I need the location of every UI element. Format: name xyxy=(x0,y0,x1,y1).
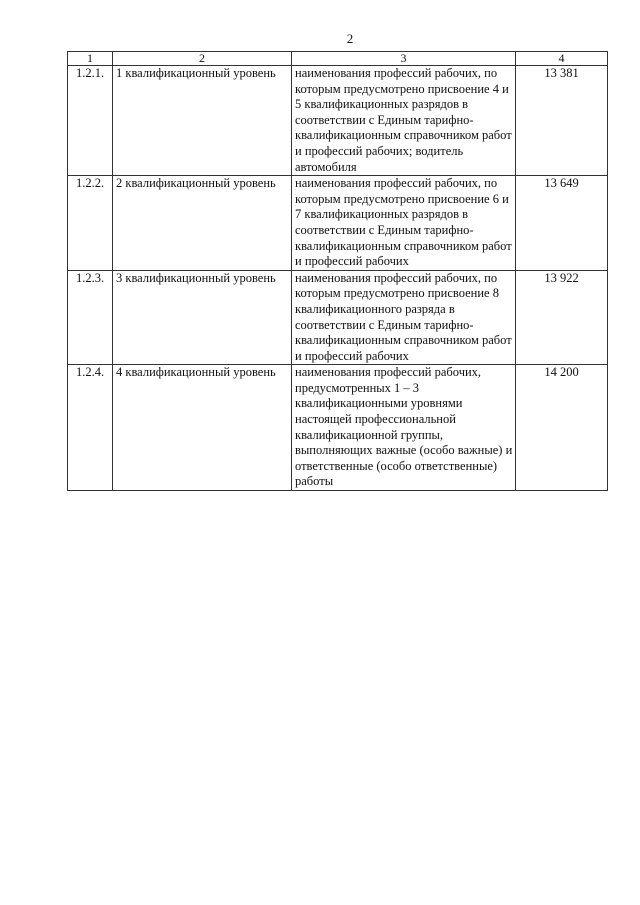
profession-description: наименования профессий рабочих, по которым предусмотрено присвоение 4 и 5 квалификационных разрядов в соответствии с Единым тарифно-квалификационным справочником работ и профессий рабочих; водитель автомобиля xyxy=(292,66,516,176)
table-row xyxy=(68,270,608,365)
profession-description: наименования профессий рабочих, по которым предусмотрено присвоение 8 квалификационного разряда в соответствии с Единым тарифно-квалификационным справочником работ и профессий рабочих xyxy=(292,270,516,365)
table-header-row xyxy=(68,52,608,66)
salary-value: 14 200 xyxy=(516,365,608,491)
qualification-level: 3 квалификационный уровень xyxy=(113,270,292,365)
row-number: 1.2.2. xyxy=(68,176,113,271)
column-header: 4 xyxy=(516,52,608,66)
column-header: 3 xyxy=(292,52,516,66)
qualification-level: 1 квалификационный уровень xyxy=(113,66,292,176)
column-header: 1 xyxy=(68,52,113,66)
row-number: 1.2.3. xyxy=(68,270,113,365)
qualification-level: 2 квалификационный уровень xyxy=(113,176,292,271)
qualification-level: 4 квалификационный уровень xyxy=(113,365,292,491)
salary-value: 13 381 xyxy=(516,66,608,176)
profession-description: наименования профессий рабочих, по которым предусмотрено присвоение 6 и 7 квалификационных разрядов в соответствии с Единым тарифно-квалификационным справочником работ и профессий рабочих xyxy=(292,176,516,271)
row-number: 1.2.4. xyxy=(68,365,113,491)
table-row xyxy=(68,365,608,491)
row-number: 1.2.1. xyxy=(68,66,113,176)
profession-description: наименования профессий рабочих, предусмотренных 1 – 3 квалификационными уровнями настоящей профессиональной квалификационной группы, выполняющих важные (особо важные) и ответственные (особо ответственные) работы xyxy=(292,365,516,491)
table-row xyxy=(68,176,608,271)
qualification-table xyxy=(67,51,608,491)
page-number: 2 xyxy=(346,31,354,46)
table-row xyxy=(68,66,608,176)
salary-value: 13 922 xyxy=(516,270,608,365)
salary-value: 13 649 xyxy=(516,176,608,271)
column-header: 2 xyxy=(113,52,292,66)
